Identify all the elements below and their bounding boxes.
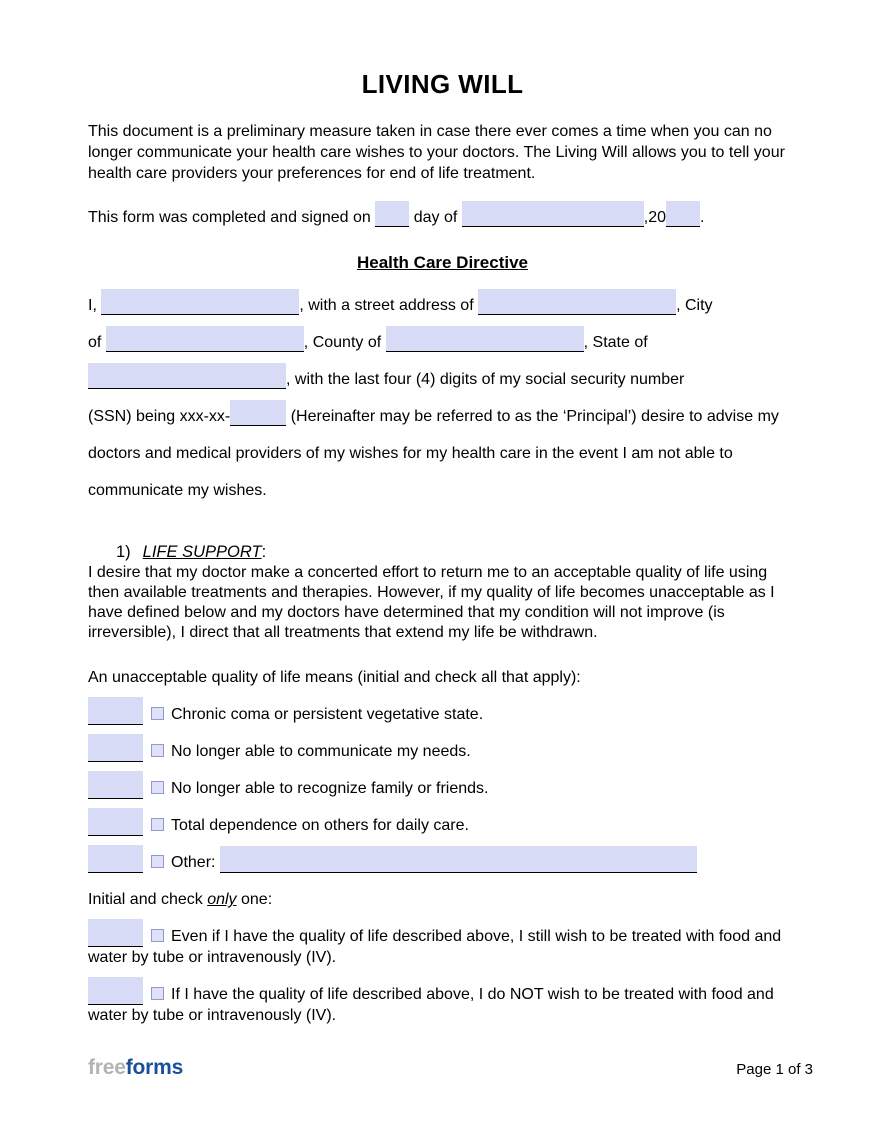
directive-line xyxy=(88,472,797,509)
exclusive-item-row xyxy=(88,919,797,968)
initials-field[interactable] xyxy=(88,808,143,836)
year-field[interactable] xyxy=(666,201,700,227)
logo-forms-text: forms xyxy=(125,1056,184,1079)
section-number: 1) xyxy=(116,543,131,562)
initials-field[interactable] xyxy=(88,771,143,799)
document-content xyxy=(88,0,797,1026)
initials-field[interactable] xyxy=(88,845,143,873)
checkbox-icon[interactable] xyxy=(151,855,164,868)
signed-line-text: day of xyxy=(413,209,458,226)
qol-item-label: No longer able to recognize family or friends. xyxy=(171,780,489,798)
prompt-emphasis: only xyxy=(207,891,237,909)
prompt-text: Initial and check xyxy=(88,891,203,909)
prompt-text: one: xyxy=(241,891,273,909)
directive-line xyxy=(88,287,797,324)
directive-text: , City xyxy=(676,297,713,315)
qol-item-row-other xyxy=(88,845,797,873)
directive-line xyxy=(88,361,797,398)
checkbox-icon[interactable] xyxy=(151,929,164,942)
state-field[interactable] xyxy=(88,363,286,389)
page-title: LIVING WILL xyxy=(361,69,524,99)
directive-paragraph xyxy=(88,287,797,509)
life-support-body: I desire that my doctor make a concerted effort to return me to an acceptable quality of life using then available treatments and therapies. However, if my quality of life becomes unacceptable as I have defined below and my doctors have determined that my condition will not improve (is irreversible), I direct that all treatments that extend my life be withdrawn. xyxy=(88,564,775,642)
page-footer xyxy=(88,1056,813,1080)
exclusive-item-row xyxy=(88,977,797,1026)
directive-text: doctors and medical providers of my wishes for my health care in the event I am not able to xyxy=(88,445,733,463)
street-address-field[interactable] xyxy=(478,289,676,315)
intro-paragraph: This document is a preliminary measure taken in case there ever comes a time when you can no longer communicate your health care wishes to your doctors. The Living Will allows you to tell your health care providers your preferences for end of life treatment. xyxy=(88,123,785,182)
day-field[interactable] xyxy=(375,201,409,227)
qol-item-row xyxy=(88,734,797,762)
directive-text: (SSN) being xxx-xx- xyxy=(88,408,231,426)
checkbox-icon[interactable] xyxy=(151,781,164,794)
checkbox-icon[interactable] xyxy=(151,818,164,831)
only-one-prompt xyxy=(88,890,797,910)
life-support-heading xyxy=(116,543,797,562)
month-field[interactable] xyxy=(462,201,644,227)
directive-text: communicate my wishes. xyxy=(88,482,267,500)
freeforms-logo xyxy=(88,1056,183,1080)
principal-name-field[interactable] xyxy=(101,289,299,315)
directive-text: of xyxy=(88,334,102,352)
other-description-field[interactable] xyxy=(220,846,697,873)
directive-text: , County of xyxy=(303,334,382,352)
checkbox-icon[interactable] xyxy=(151,987,164,1000)
directive-text: , State of xyxy=(583,334,648,352)
checkbox-icon[interactable] xyxy=(151,744,164,757)
city-field[interactable] xyxy=(106,326,304,352)
checkbox-icon[interactable] xyxy=(151,707,164,720)
qol-item-label: Other: xyxy=(171,854,216,872)
ssn-last-four-field[interactable] xyxy=(230,400,286,426)
directive-text: (Hereinafter may be referred to as the ‘Principal’) desire to advise my xyxy=(290,408,779,426)
directive-text: , with a street address of xyxy=(299,297,474,315)
qol-prompt: An unacceptable quality of life means (initial and check all that apply): xyxy=(88,669,581,687)
health-care-directive-heading: Health Care Directive xyxy=(356,253,529,272)
directive-text: , with the last four (4) digits of my social security number xyxy=(286,371,685,389)
initials-field[interactable] xyxy=(88,919,143,947)
qol-item-label: Chronic coma or persistent vegetative state. xyxy=(171,706,484,724)
section-title: LIFE SUPPORT xyxy=(142,543,262,562)
signed-date-line xyxy=(88,200,797,236)
section-colon: : xyxy=(261,543,267,562)
qol-item-row xyxy=(88,697,797,725)
directive-line xyxy=(88,435,797,472)
page-indicator: Page 1 of 3 xyxy=(736,1061,813,1078)
county-field[interactable] xyxy=(386,326,584,352)
qol-item-row xyxy=(88,808,797,836)
qol-item-label: Total dependence on others for daily care. xyxy=(171,817,469,835)
qol-item-label: No longer able to communicate my needs. xyxy=(171,743,471,761)
qol-item-row xyxy=(88,771,797,799)
signed-line-text: ,20 xyxy=(643,209,667,226)
exclusive-item-label: Even if I have the quality of life described above, I still wish to be treated with food and water by tube or intravenously (IV). xyxy=(88,928,782,967)
initials-field[interactable] xyxy=(88,734,143,762)
signed-line-text: This form was completed and signed on xyxy=(88,209,371,226)
directive-line xyxy=(88,398,797,435)
exclusive-item-label: If I have the quality of life described above, I do NOT wish to be treated with food and water by tube or intravenously (IV). xyxy=(88,986,774,1025)
logo-free-text: free xyxy=(88,1056,126,1079)
initials-field[interactable] xyxy=(88,697,143,725)
directive-text: I, xyxy=(88,297,97,315)
initials-field[interactable] xyxy=(88,977,143,1005)
directive-line xyxy=(88,324,797,361)
signed-line-text: . xyxy=(700,209,705,226)
